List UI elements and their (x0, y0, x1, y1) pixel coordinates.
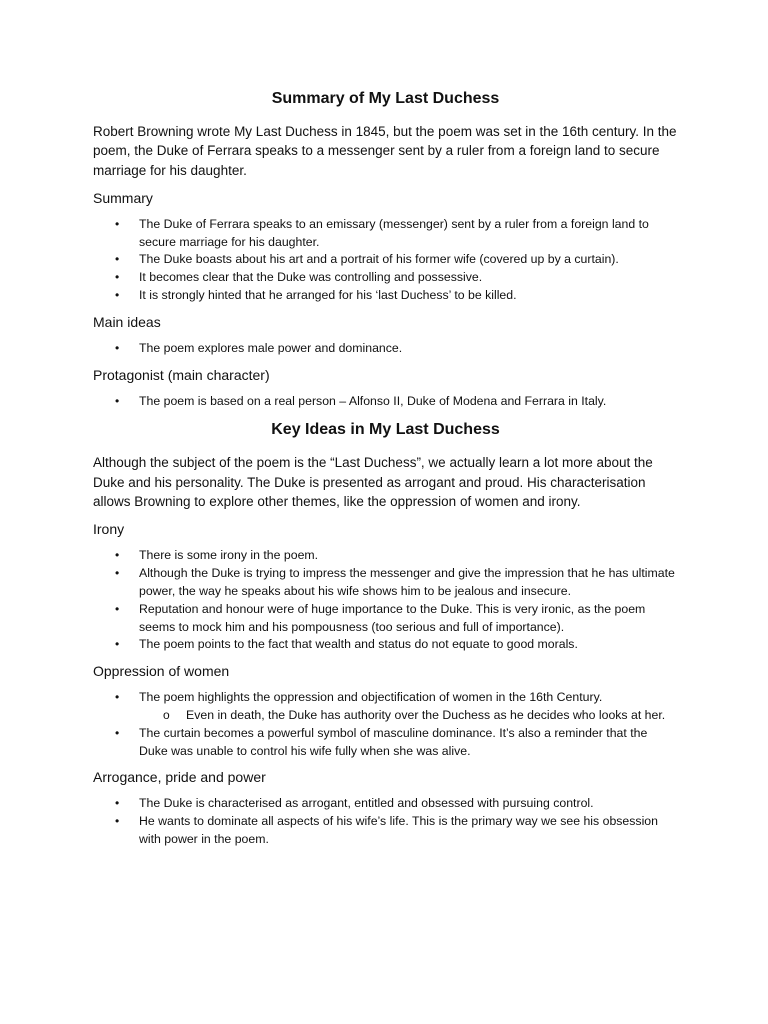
irony-list (93, 547, 678, 654)
main-ideas-list (93, 340, 678, 358)
bullet-icon: • (115, 566, 120, 581)
list-item: • The poem is based on a real person – Alfonso II, Duke of Modena and Ferrara in Italy. (93, 393, 678, 411)
list-item: • It is strongly hinted that he arranged for his ‘last Duchess’ to be killed. (93, 287, 678, 305)
oppression-list (93, 689, 678, 760)
intro-paragraph: Robert Browning wrote My Last Duchess in 1845, but the poem was set in the 16th century. In the poem, the Duke of Ferrara speaks to a messenger sent by a ruler from a foreign land to secure marriage for his daughter. (93, 124, 677, 178)
page-title: Summary of My Last Duchess (271, 90, 500, 107)
list-item: • The poem highlights the oppression and objectification of women in the 16th Century. o Even in death, the Duke has authority over the Duchess as he decides who looks at her. (93, 689, 678, 725)
sub-list-item: o Even in death, the Duke has authority over the Duchess as he decides who looks at her. (139, 707, 678, 725)
list-item: • The Duke of Ferrara speaks to an emissary (messenger) sent by a ruler from a foreign land to secure marriage for his daughter. (115, 216, 649, 249)
list-item: • The poem points to the fact that wealth and status do not equate to good morals. (93, 636, 678, 654)
oppression-sublist (139, 707, 678, 725)
list-item: • Although the Duke is trying to impress the messenger and give the impression that he has ultimate power, the way he speaks about his wife shows him to be jealous and insecure. (115, 566, 675, 598)
list-item: • The poem explores male power and dominance. (93, 340, 678, 358)
key-ideas-intro: Although the subject of the poem is the “Last Duchess”, we actually learn a lot more about the Duke and his personality. The Duke is presented as arrogant and proud. His characterisation allows Browning to explore other themes, like the oppression of women and irony. (93, 455, 653, 510)
bullet-icon: • (115, 270, 120, 285)
bullet-icon: • (115, 393, 120, 408)
list-item: • He wants to dominate all aspects of his wife’s life. This is the primary way we see his obsession with power in the poem. (115, 814, 658, 846)
list-item: • The curtain becomes a powerful symbol of masculine dominance. It’s also a reminder that the Duke was unable to control his wife fully when she was alive. (115, 725, 648, 758)
list-item: • There is some irony in the poem. (93, 547, 678, 565)
protagonist-list (93, 393, 678, 411)
bullet-icon: • (115, 252, 120, 267)
main-ideas-heading: Main ideas (93, 313, 161, 330)
arrogance-heading: Arrogance, pride and power (93, 769, 266, 786)
irony-heading: Irony (93, 521, 125, 538)
arrogance-list (93, 795, 678, 848)
list-item: • The Duke is characterised as arrogant, entitled and obsessed with pursuing control. (93, 795, 678, 813)
bullet-icon: • (115, 637, 120, 652)
protagonist-heading: Protagonist (main character) (93, 366, 270, 383)
bullet-icon: • (115, 796, 120, 811)
summary-heading: Summary (93, 189, 153, 206)
key-ideas-title: Key Ideas in My Last Duchess (271, 421, 500, 439)
bullet-icon: • (115, 725, 120, 740)
bullet-icon: • (115, 216, 120, 231)
bullet-icon: • (115, 288, 120, 303)
bullet-icon: • (115, 340, 120, 355)
sub-bullet-icon: o (163, 707, 170, 722)
bullet-icon: • (115, 690, 120, 705)
list-item: • The Duke boasts about his art and a portrait of his former wife (covered up by a curtain). (93, 251, 678, 269)
bullet-icon: • (115, 814, 120, 829)
list-item: • It becomes clear that the Duke was controlling and possessive. (93, 269, 678, 287)
oppression-heading: Oppression of women (93, 663, 230, 680)
bullet-icon: • (115, 601, 120, 616)
list-item: • Reputation and honour were of huge importance to the Duke. This is very ironic, as the poem seems to mock him and his pompousness (too serious and full of importance). (115, 601, 646, 634)
bullet-icon: • (115, 548, 120, 563)
summary-list (93, 216, 678, 305)
